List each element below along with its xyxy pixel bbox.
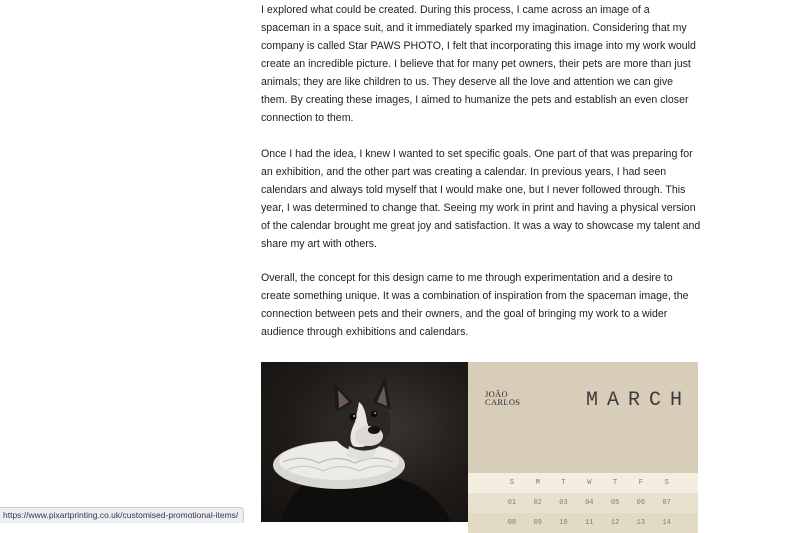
weekday-label: S	[664, 479, 669, 487]
calendar-date: 04	[585, 499, 594, 507]
logo-line: CARLOS	[485, 397, 521, 407]
weekday-label: M	[535, 479, 540, 487]
logo-line: JOÃO	[485, 389, 508, 399]
weekday-label: F	[638, 479, 643, 487]
calendar-date: 11	[585, 519, 594, 527]
calendar-date: 02	[533, 499, 542, 507]
calendar-date: 09	[533, 519, 542, 527]
calendar-date: 07	[662, 499, 671, 507]
weekday-label: T	[561, 479, 566, 487]
calendar-date: 01	[507, 499, 517, 507]
calendar-date: 10	[559, 519, 568, 527]
calendar-date: 05	[610, 499, 620, 507]
brand-logo	[485, 390, 535, 406]
article-paragraph: I explored what could be created. During this process, I came across an image of a spaceman in a space suit, and it immediately sparked my imagination. Considering that my company is called Star PAWS PHOTO, I felt that incorporating this image into my work would create an incredible picture. I believe that for many pet owners, their pets are more than just animals; they are like children to us. They deserve all the love and attention we can give them. By creating these images, I aimed to humanize the pets and establish an even closer connection to them.	[261, 4, 696, 124]
calendar-date: 08	[507, 519, 517, 527]
calendar-weekday-row	[468, 473, 698, 493]
weekday-label: W	[587, 479, 592, 487]
calendar-date: 06	[636, 499, 646, 507]
calendar-date: 12	[610, 519, 620, 527]
dog-portrait-photo	[261, 362, 468, 522]
weekday-label: T	[612, 479, 618, 487]
calendar-month: MARCH	[586, 389, 692, 412]
calendar-page	[468, 362, 698, 527]
dog-illustration	[261, 362, 468, 522]
weekday-label: S	[509, 479, 514, 487]
calendar-week-row	[468, 493, 698, 513]
article-paragraph: Overall, the concept for this design came to me through experimentation and a desire to create something unique. It was a combination of inspiration from the spaceman image, the connection between pets and their owners, and the goal of bringing my work to a wider audience through exhibitions and calendars.	[261, 272, 689, 338]
article-paragraph: Once I had the idea, I knew I wanted to set specific goals. One part of that was preparing for an exhibition, and the other part was creating a calendar. In previous years, I had seen calendars and always told myself that I would make one, but I never followed through. This year, I was determined to change that. Seeing my work in print and having a physical version of the calendar brought me great joy and satisfaction. It was a way to showcase my talent and share my art with others.	[261, 148, 701, 250]
calendar-date: 13	[636, 519, 646, 527]
calendar-figure-image	[261, 362, 698, 527]
link-preview-status-bar: https://www.pixartprinting.co.uk/customised-promotional-items/	[0, 507, 244, 523]
calendar-date: 14	[662, 519, 671, 527]
calendar-date: 03	[559, 499, 568, 507]
calendar-week-row	[468, 513, 698, 533]
